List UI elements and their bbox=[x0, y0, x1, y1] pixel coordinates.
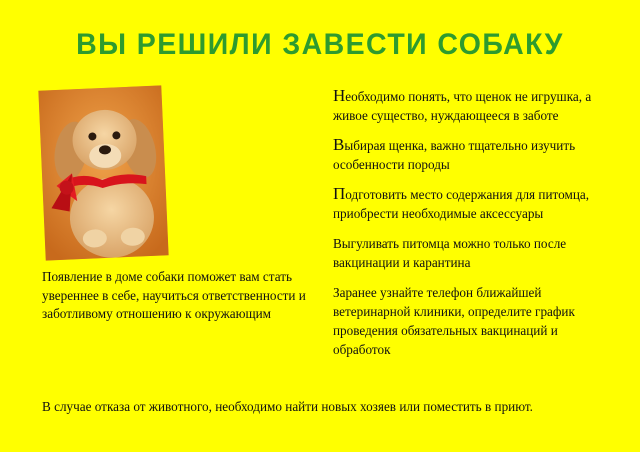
intro-paragraph: Появление в доме собаки поможет вам стать увереннее в себе, научиться ответственности и заботливому отношению к окружающим bbox=[42, 269, 306, 321]
advice-list bbox=[333, 86, 608, 369]
page-title: ВЫ РЕШИЛИ ЗАВЕСТИ СОБАКУ bbox=[76, 28, 564, 61]
puppy-photo bbox=[38, 85, 168, 260]
advice-item: Необходимо понять, что щенок не игрушка, а живое существо, нуждающееся в заботе bbox=[333, 86, 592, 123]
advice-item: Выгуливать питомца можно только после вакцинации и карантина bbox=[333, 236, 567, 270]
puppy-with-red-bow-icon bbox=[38, 85, 168, 260]
advice-item: Выбирая щенка, важно тщательно изучить особенности породы bbox=[333, 135, 576, 172]
footer-note: В случае отказа от животного, необходимо найти новых хозяев или поместить в приют. bbox=[42, 399, 533, 414]
advice-item: Подготовить место содержания для питомца, приобрести необходимые аксессуары bbox=[333, 184, 590, 221]
advice-item: Заранее узнайте телефон ближайшей ветеринарной клиники, определите график проведения обязательных вакцинаций и обработок bbox=[333, 285, 575, 357]
